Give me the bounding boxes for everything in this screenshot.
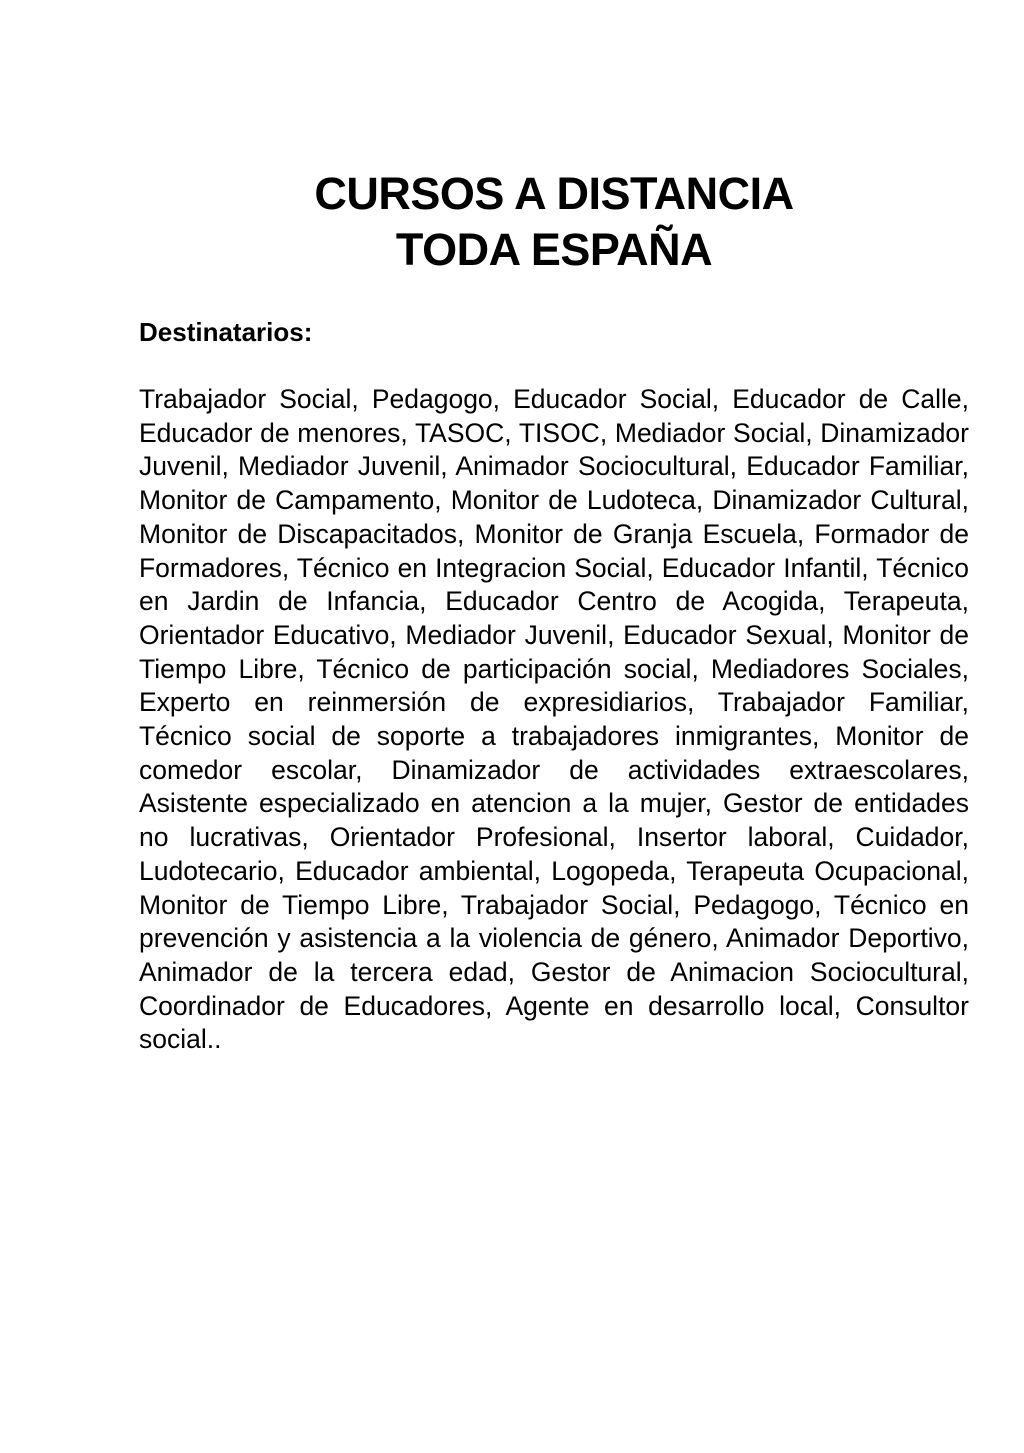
recipients-heading: Destinatarios:: [139, 317, 313, 347]
recipients-paragraph: Trabajador Social, Pedagogo, Educador Social, Educador de Calle, Educador de menores, TASOC, TISOC, Mediador Social, Dinamizador Juvenil, Mediador Juvenil, Animador Sociocultural, Educador Familiar, Monitor de Campamento, Monitor de Ludoteca, Dinamizador Cultural, Monitor de Discapacitados, Monitor de Granja Escuela, Formador de Formadores, Técnico en Integracion Social, Educador Infantil, Técnico en Jardin de Infancia, Educador Centro de Acogida, Terapeuta, Orientador Educativo, Mediador Juvenil, Educador Sexual, Monitor de Tiempo Libre, Técnico de participación social, Mediadores Sociales, Experto en reinmersión de expresidiarios, Trabajador Familiar, Técnico social de soporte a trabajadores inmigrantes, Monitor de comedor escolar, Dinamizador de actividades extraescolares, Asistente especializado en atencion a la mujer, Gestor de entidades no lucrativas, Orientador Profesional, Insertor laboral, Cuidador, Ludotecario, Educador ambiental, Logopeda, Terapeuta Ocupacional, Monitor de Tiempo Libre, Trabajador Social, Pedagogo, Técnico en prevención y asistencia a la violencia de género, Animador Deportivo, Animador de la tercera edad, Gestor de Animacion Sociocultural, Coordinador de Educadores, Agente en desarrollo local, Consultor social..: [139, 384, 969, 1055]
title-line-1: CURSOS A DISTANCIA: [314, 168, 794, 219]
page-title: [200, 166, 908, 278]
title-line-2: TODA ESPAÑA: [395, 224, 713, 275]
